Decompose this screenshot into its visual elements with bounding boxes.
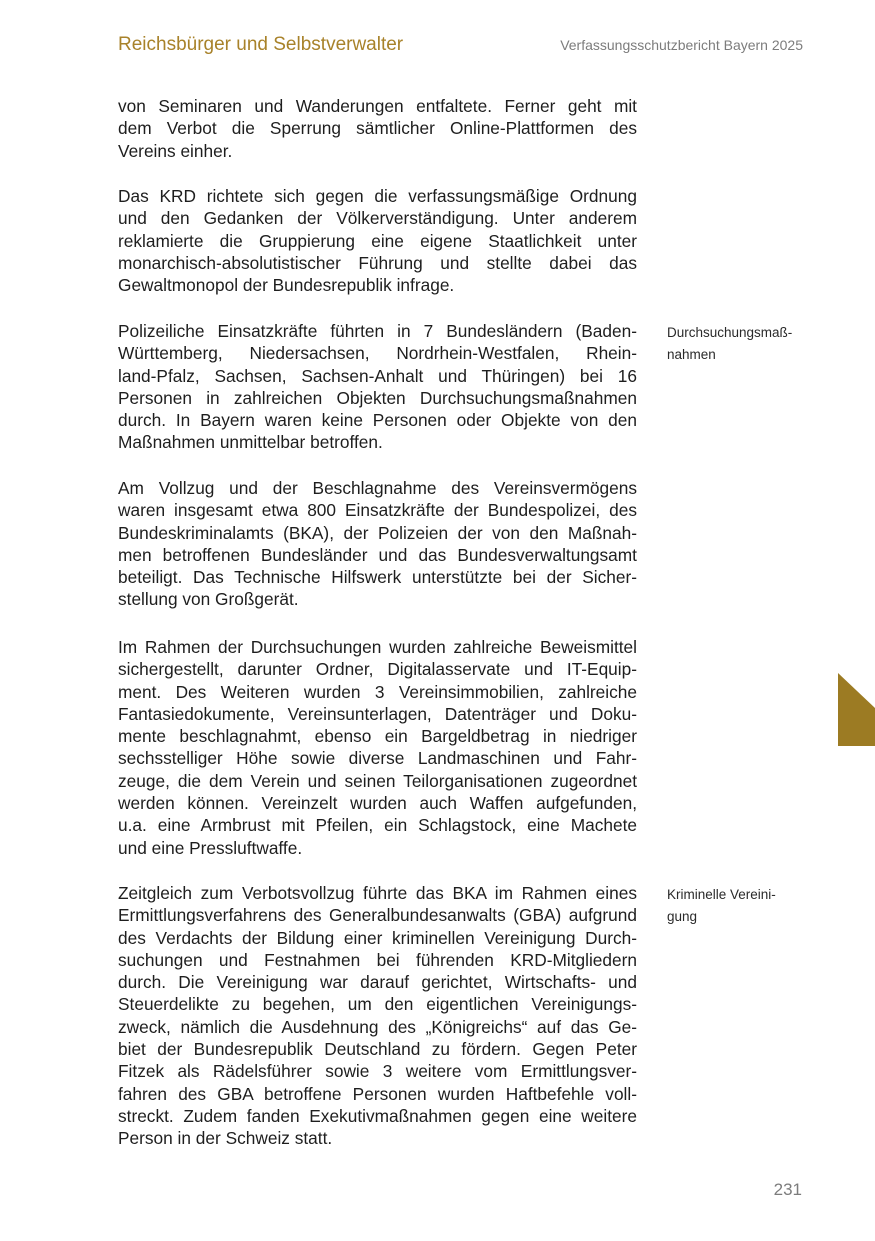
text-line: Fantasiedokumente, Vereinsunterlagen, Datenträger und Doku-	[118, 703, 637, 724]
text-line: Personen in zahlreichen Objekten Durchsuchungsmaßnahmen	[118, 387, 637, 408]
text-line: zweck, nämlich die Ausdehnung des „Königreichs“ auf das Ge-	[118, 1016, 637, 1037]
page-number: 231	[773, 1180, 802, 1199]
margin-note-line: nahmen	[667, 347, 716, 363]
text-line: Württemberg, Niedersachsen, Nordrhein-Westfalen, Rhein-	[118, 343, 637, 364]
publication-title: Verfassungsschutzbericht Bayern 2025	[560, 37, 803, 53]
text-line: mente beschlagnahmt, ebenso ein Bargeldbetrag in niedriger	[118, 726, 637, 747]
text-line: von Seminaren und Wanderungen entfaltete. Ferner geht mit	[118, 96, 637, 116]
text-line: und eine Pressluftwaffe.	[118, 837, 303, 858]
text-line: und den Gedanken der Völkerverständigung. Unter anderem	[118, 208, 637, 229]
margin-note-line: Kriminelle Vereini-	[667, 887, 776, 902]
paragraph	[118, 320, 637, 454]
chapter-tab-marker	[838, 673, 875, 746]
text-line: durch. In Bayern waren keine Personen oder Objekte von den	[118, 410, 637, 431]
text-line: reklamierte die Gruppierung eine eigene Staatlichkeit unter	[118, 230, 637, 251]
text-line: Person in der Schweiz statt.	[118, 1128, 333, 1149]
paragraph	[118, 882, 637, 1150]
paragraph	[118, 95, 637, 162]
paragraph	[118, 636, 637, 859]
text-line: stellung von Großgerät.	[118, 589, 299, 610]
text-line: land-Pfalz, Sachsen, Sachsen-Anhalt und Thüringen) bei 16	[118, 365, 637, 386]
text-line: fahren des GBA betroffene Personen wurden Haftbefehle voll-	[118, 1083, 637, 1104]
text-line: u.a. eine Armbrust mit Pfeilen, ein Schlagstock, eine Machete	[118, 815, 637, 836]
paragraph	[118, 477, 637, 611]
text-line: men betroffenen Bundesländer und das Bundesverwaltungsamt	[118, 544, 637, 565]
text-line: sichergestellt, darunter Ordner, Digitalasservate und IT-Equip-	[118, 659, 637, 680]
text-line: suchungen und Festnahmen bei führenden KRD-Mitgliedern	[118, 949, 637, 970]
chapter-tab-shape	[838, 673, 875, 746]
text-line: Fitzek als Rädelsführer sowie 3 weitere vom Ermittlungsver-	[118, 1061, 637, 1082]
text-line: Ermittlungsverfahrens des Generalbundesanwalts (GBA) aufgrund	[118, 905, 637, 926]
text-line: Maßnahmen unmittelbar betroffen.	[118, 432, 383, 453]
chapter-title: Reichsbürger und Selbstverwalter	[118, 34, 404, 55]
text-line: Im Rahmen der Durchsuchungen wurden zahlreiche Beweismittel	[118, 637, 637, 657]
text-line: Steuerdelikte zu begehen, um den eigentlichen Vereinigungs-	[118, 994, 637, 1015]
text-line: ment. Des Weiteren wurden 3 Vereinsimmobilien, zahlreiche	[118, 681, 637, 702]
text-line: Das KRD richtete sich gegen die verfassungsmäßige Ordnung	[118, 186, 637, 206]
text-line: Gewaltmonopol der Bundesrepublik infrage.	[118, 275, 455, 296]
text-line: zeuge, die dem Verein und seinen Teilorganisationen zugeordnet	[118, 770, 637, 791]
text-line: sechsstelliger Höhe sowie diverse Landmaschinen und Fahr-	[118, 748, 637, 769]
text-line: Bundeskriminalamts (BKA), der Polizeien der von den Maßnah-	[118, 522, 637, 543]
text-line: werden können. Vereinzelt wurden auch Waffen aufgefunden,	[118, 793, 637, 814]
text-line: Vereins einher.	[118, 140, 233, 161]
text-line: waren insgesamt etwa 800 Einsatzkräfte der Bundespolizei, des	[118, 500, 637, 521]
margin-note	[667, 884, 827, 929]
text-line: dem Verbot die Sperrung sämtlicher Online-Plattformen des	[118, 118, 637, 139]
text-line: beteiligt. Das Technische Hilfswerk unterstützte bei der Sicher-	[118, 567, 637, 588]
margin-note-line: gung	[667, 909, 698, 925]
text-line: durch. Die Vereinigung war darauf gerichtet, Wirtschafts- und	[118, 972, 637, 993]
text-line: Zeitgleich zum Verbotsvollzug führte das BKA im Rahmen eines	[118, 883, 637, 903]
text-line: biet der Bundesrepublik Deutschland zu fördern. Gegen Peter	[118, 1039, 637, 1060]
paragraph	[118, 185, 637, 296]
text-line: des Verdachts der Bildung einer kriminellen Vereinigung Durch-	[118, 927, 637, 948]
text-line: streckt. Zudem fanden Exekutivmaßnahmen gegen eine weitere	[118, 1105, 637, 1126]
text-line: Am Vollzug und der Beschlagnahme des Vereinsvermögens	[118, 478, 637, 498]
text-line: Polizeiliche Einsatzkräfte führten in 7 Bundesländern (Baden-	[118, 321, 637, 341]
text-line: monarchisch-absolutistischer Führung und stellte dabei das	[118, 252, 637, 273]
margin-note	[667, 322, 827, 367]
margin-note-line: Durchsuchungsmaß-	[667, 325, 793, 340]
